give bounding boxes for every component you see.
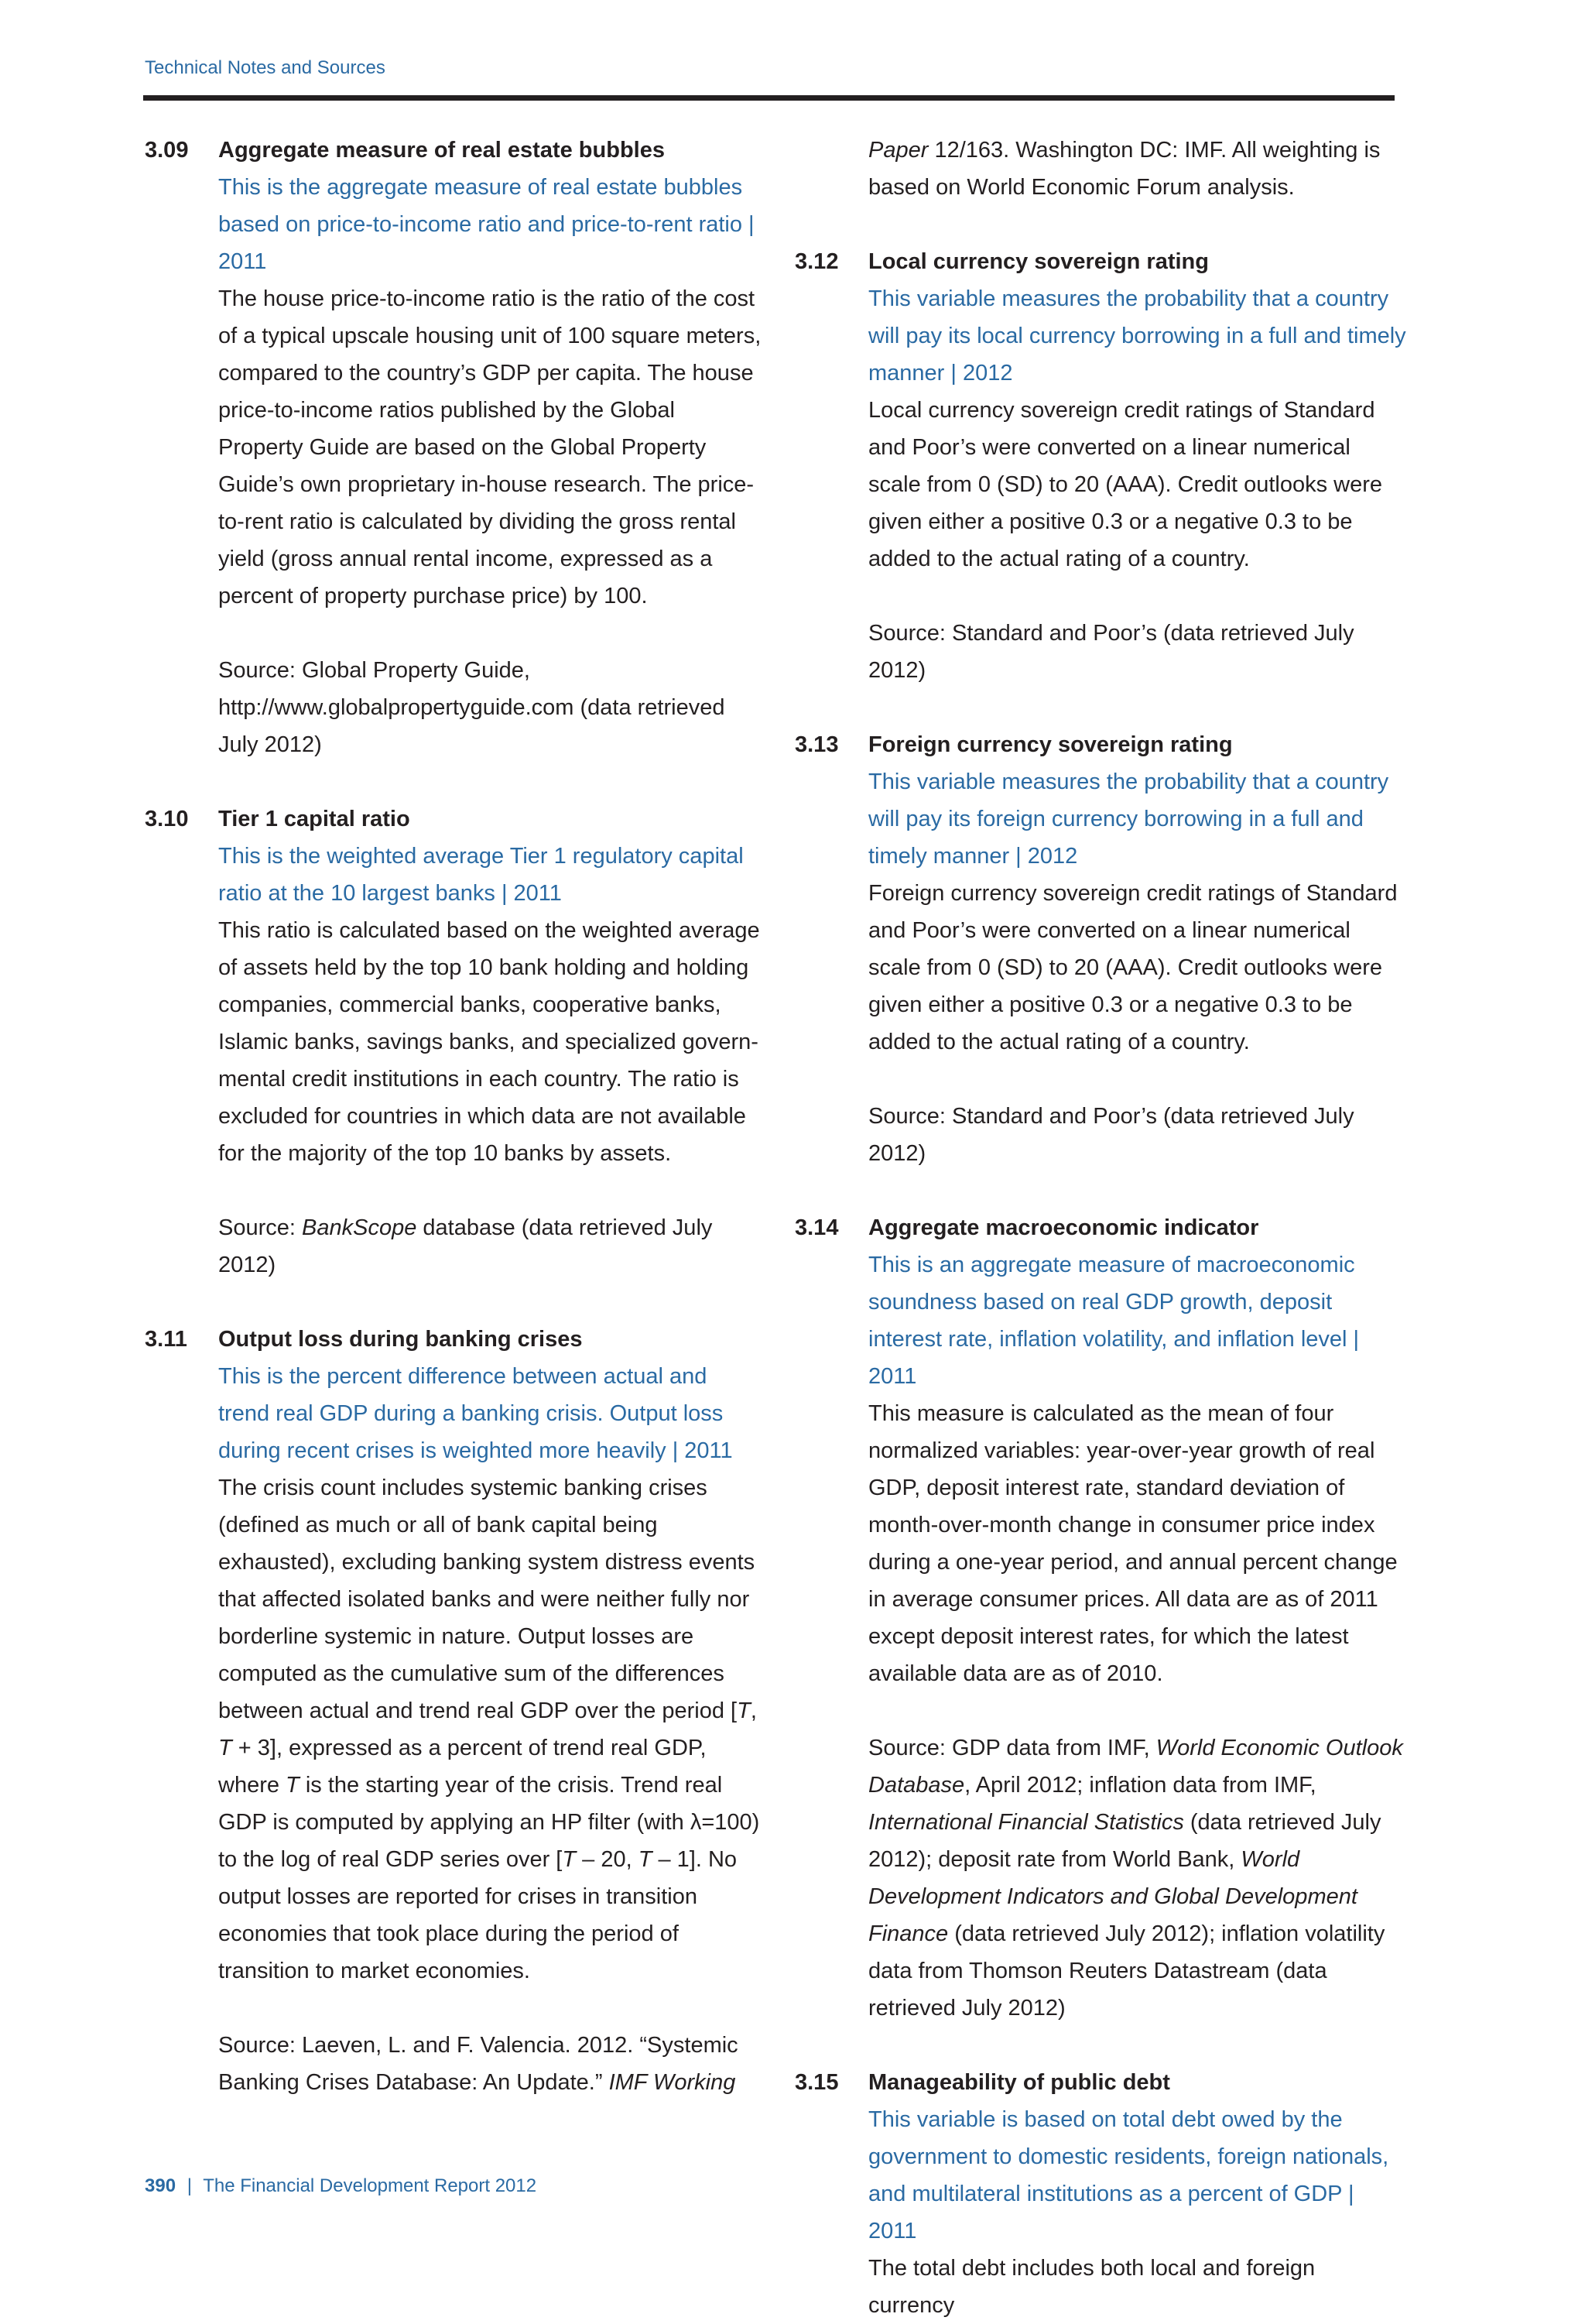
entry-source: Source: Standard and Poor’s (data retrieved July 2012)	[868, 621, 1354, 683]
entry-body: This measure is calculated as the mean of four normalized variables: year-over-year growth of real GDP, deposit interest rate, standard deviation of month-over-month change in consumer price index during a one-year period, and annual percent change in average consumer prices. All data are as of 2011 except deposit interest rates, for which the latest available data are as of 2010.	[868, 1401, 1398, 1686]
entry-3-14	[795, 1209, 1406, 2027]
entry-3-10	[145, 800, 764, 1284]
entry-definition: This is the aggregate measure of real estate bubbles based on price-to-income ratio and price-to-rent ratio | 2011	[218, 175, 755, 274]
entry-body: The total debt includes both local and foreign currency	[868, 2256, 1316, 2318]
entry-title: Output loss during banking crises	[218, 1327, 583, 1352]
entry-number: 3.13	[795, 732, 839, 757]
entry-source: Source: Standard and Poor’s (data retrieved July 2012)	[868, 1104, 1354, 1166]
entry-title: Aggregate macroeconomic indicator	[868, 1215, 1259, 1240]
entry-3-11	[145, 1321, 764, 2101]
footer-title: The Financial Development Report 2012	[203, 2175, 537, 2196]
page-footer	[145, 2175, 536, 2197]
entry-source: Source: GDP data from IMF, World Economic Outlook Database, April 2012; inflation data from IMF, International Financial Statistics (data retrieved July 2012); deposit rate from World Bank, World Development Indicators and Global Development Finance (data retrieved July 2012); inflation volatility data from Thomson Reuters Datastream (data retrieved July 2012)	[868, 1736, 1403, 2021]
entry-number: 3.10	[145, 807, 189, 831]
running-header: Technical Notes and Sources	[145, 57, 385, 78]
entry-number: 3.15	[795, 2070, 839, 2095]
entry-definition: This variable measures the probability that a country will pay its foreign currency borrowing in a full and timely manner | 2012	[868, 770, 1389, 869]
entry-number: 3.14	[795, 1215, 839, 1240]
entry-source: Source: Global Property Guide, http://www.globalpropertyguide.com (data retrieved July 2012)	[218, 658, 725, 757]
entry-title: Manageability of public debt	[868, 2070, 1170, 2095]
entry-3-09	[145, 132, 764, 763]
entry-title: Foreign currency sovereign rating	[868, 732, 1233, 757]
entry-definition: This variable measures the probability that a country will pay its local currency borrowing in a full and timely manner | 2012	[868, 286, 1406, 386]
entry-body: Local currency sovereign credit ratings of Standard and Poor’s were converted on a linear numerical scale from 0 (SD) to 20 (AAA). Credit outlooks were given either a positive 0.3 or a negative 0.3 to be added to the actual rating of a country.	[868, 398, 1383, 571]
entry-body: The house price-to-income ratio is the ratio of the cost of a typical upscale housing unit of 100 square meters, compared to the country’s GDP per capita. The house price-to-income ratios published by the Global Property Guide are based on the Global Property Guide’s own proprietary in-house research. The price-to-rent ratio is calculated by dividing the gross rental yield (gross annual rental income, expressed as a percent of property purchase price) by 100.	[218, 286, 762, 608]
entry-number: 3.12	[795, 249, 839, 274]
entry-3-13	[795, 726, 1406, 1172]
entry-definition: This variable is based on total debt owed by the government to domestic residents, foreign nationals, and multilateral institutions as a percent of GDP | 2011	[868, 2107, 1389, 2243]
entry-definition: This is the weighted average Tier 1 regulatory capital ratio at the 10 largest banks | 2011	[218, 844, 744, 906]
entry-title: Tier 1 capital ratio	[218, 807, 410, 831]
entry-body: Foreign currency sovereign credit ratings of Standard and Poor’s were converted on a linear numerical scale from 0 (SD) to 20 (AAA). Credit outlooks were given either a positive 0.3 or a negative 0.3 to be added to the actual rating of a country.	[868, 881, 1398, 1054]
entry-3-12	[795, 243, 1406, 689]
page-number: 390	[145, 2175, 176, 2196]
entry-title: Aggregate measure of real estate bubbles	[218, 138, 665, 163]
entry-3-15	[795, 2064, 1406, 2324]
entry-number: 3.11	[145, 1327, 187, 1352]
header-rule	[143, 95, 1395, 101]
right-column	[795, 132, 1406, 2324]
entry-definition: This is the percent difference between actual and trend real GDP during a banking crisis. Output loss during recent crises is weighted more heavily | 2011	[218, 1364, 733, 1463]
entry-title: Local currency sovereign rating	[868, 249, 1209, 274]
footer-separator: |	[187, 2175, 192, 2196]
entry-number: 3.09	[145, 138, 189, 163]
entry-source: Source: Laeven, L. and F. Valencia. 2012. “Systemic Banking Crises Database: An Update.” IMF Working	[218, 2033, 738, 2095]
entry-body: The crisis count includes systemic banking crises (defined as much or all of bank capital being exhausted), excluding banking system distress events that affected isolated banks and were neither fully nor borderline systemic in nature. Output losses are computed as the cumulative sum of the differences between actual and trend real GDP over the period [T, T + 3], expressed as a percent of trend real GDP, where T is the starting year of the crisis. Trend real GDP is computed by applying an HP filter (with λ=100) to the log of real GDP series over [T – 20, T – 1]. No output losses are reported for crises in transition economies that took place during the period of transition to market economies.	[218, 1476, 760, 1983]
entry-source-continued: Paper 12/163. Washington DC: IMF. All weighting is based on World Economic Forum analysis.	[868, 138, 1381, 200]
entry-body: This ratio is calculated based on the weighted average of assets held by the top 10 bank holding and holding companies, commercial banks, cooperative banks, Islamic banks, savings banks, and specialized govern-mental credit institutions in each country. The ratio is excluded for countries in which data are not available for the majority of the top 10 banks by assets.	[218, 918, 760, 1166]
entry-definition: This is an aggregate measure of macroeconomic soundness based on real GDP growth, deposit interest rate, inflation volatility, and inflation level | 2011	[868, 1253, 1360, 1389]
entry-source: Source: BankScope database (data retrieved July 2012)	[218, 1215, 713, 1277]
left-column	[145, 132, 764, 2101]
